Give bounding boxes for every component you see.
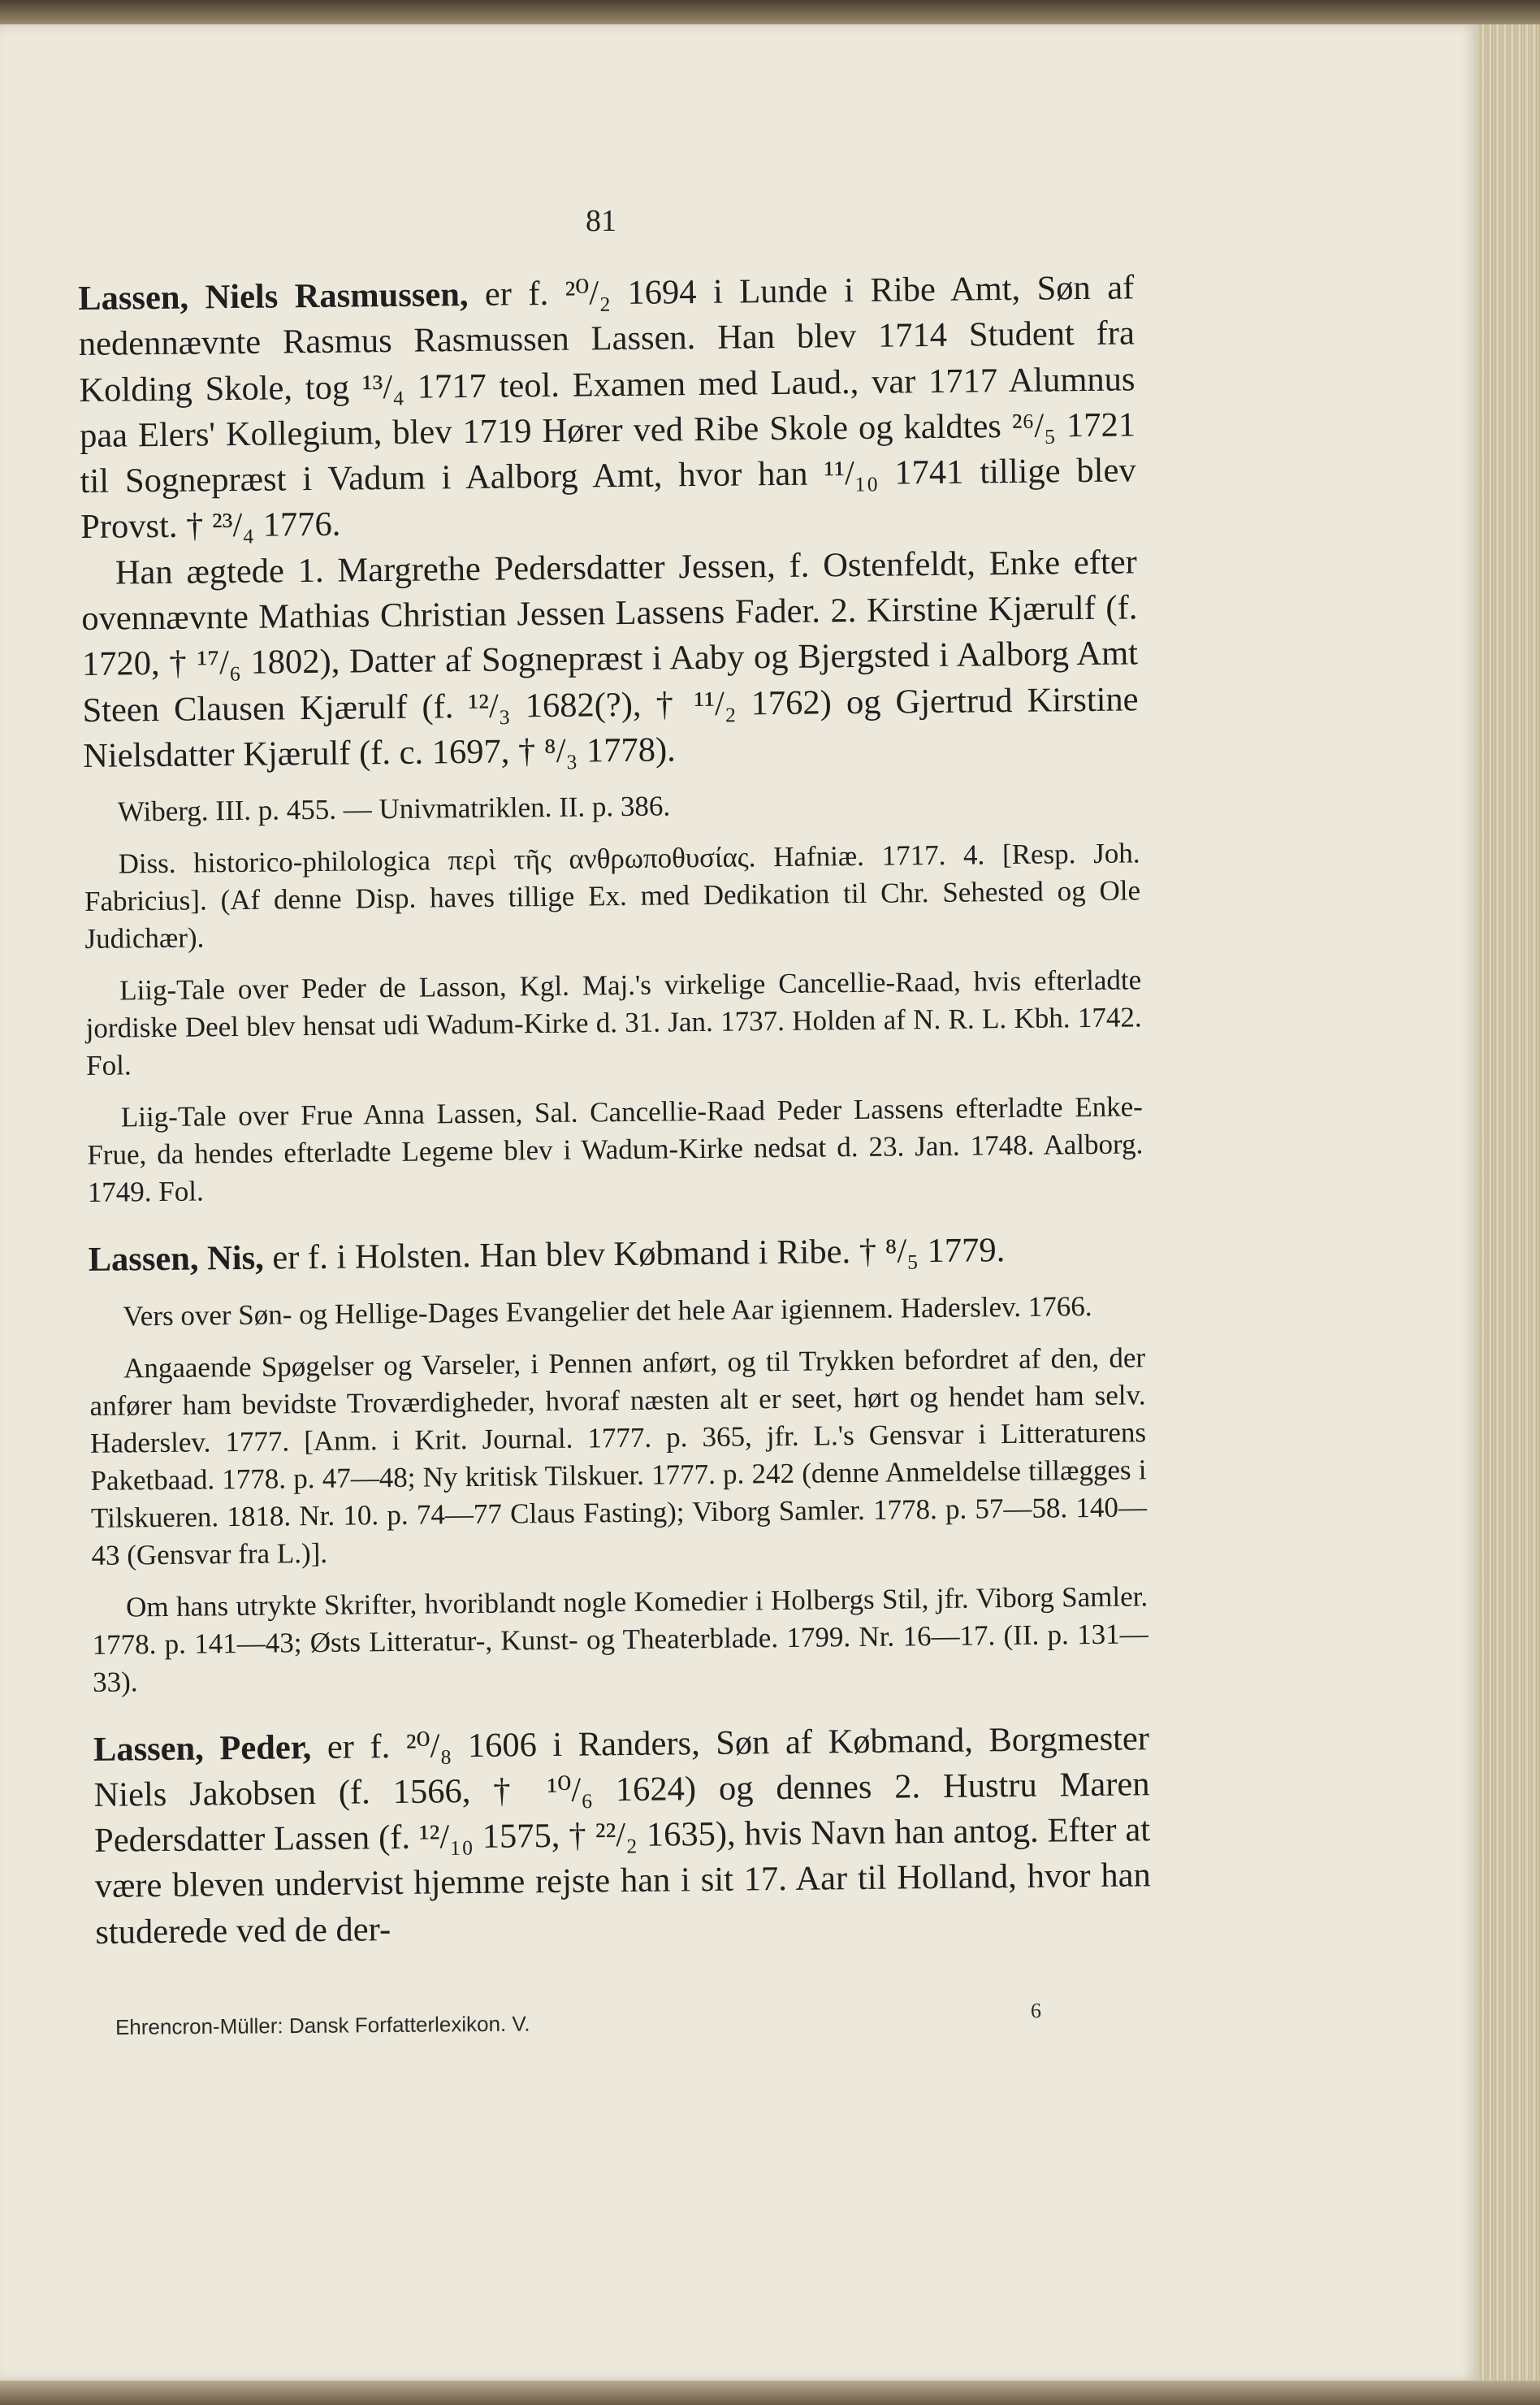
page-text bbox=[78, 265, 1152, 1956]
signature-mark: 6 bbox=[1030, 1999, 1042, 2023]
footer-title: Ehrencron-Müller: Dansk Forfatterlexikon. V. bbox=[115, 2011, 530, 2039]
marriage-text: Han ægtede 1. Margrethe Pedersdatter Jessen, f. Ostenfeldt, Enke efter ovennævnte Mathias Christian Jessen Lassens Fader. 2. Kirstine Kjærulf (f. 1720, † ¹⁷/₆ 1802), Datter af Sognepræst i Aaby og Bjergsted i Aalborg Amt Steen Clausen Kjærulf (f. ¹²/₃ 1682(?), † ¹¹/₂ 1762) og Gjertrud Kirstine Nielsdatter Kjærulf (f. c. 1697, † ⁸/₃ 1778). bbox=[81, 543, 1139, 775]
entry-peder bbox=[93, 1716, 1152, 1956]
reference: Angaaende Spøgelser og Varseler, i Pennen anført, og til Trykken befordret af den, der anfører ham bevidste Troværdigheder, hvoraf næsten alt er seet, hørt og hendet ham selv. Haderslev. 1777. [Anm. i Krit. Journal. 1777. p. 365, jfr. L.'s Gensvar i Litteraturens Paketbaad. 1778. p. 47—48; Ny kritisk Tilskuer. 1777. p. 242 (denne Anmeldelse tillægges i Tilskueren. 1818. Nr. 10. p. 74—77 Claus Fasting); Viborg Samler. 1778. p. 57—58. 140—43 (Gensvar fra L.)]. bbox=[89, 1341, 1148, 1571]
entry-heading: Lassen, Nis, bbox=[88, 1238, 265, 1280]
entry-body: er f. i Holsten. Han blev Købmand i Ribe. † ⁸/₅ 1779. bbox=[272, 1231, 1006, 1277]
entry-body: er f. ²⁰/₂ 1694 i Lunde i Ribe Amt, Søn af nedennævnte Rasmus Rasmussen Lassen. Han blev 1714 Student fra Kolding Skole, tog ¹³/₄ 1717 teol. Examen med Laud., var 1717 Alumnus paa Elers' Kollegium, blev 1719 Hører ved Ribe Skole og kaldtes ²⁶/₅ 1721 til Sognepræst i Vadum i Aalborg Amt, hvor han ¹¹/₁₀ 1741 tillige blev Provst. † ²³/₄ 1776. bbox=[78, 268, 1136, 547]
entry-heading: Lassen, Niels Rasmussen, bbox=[78, 275, 469, 318]
entry-body: er f. ²⁰/₈ 1606 i Randers, Søn af Købmand, Borgmester Niels Jakobsen (f. 1566, † ¹⁰/₆ 1624) og dennes 2. Hustru Maren Pedersdatter Lassen (f. ¹²/₁₀ 1575, † ²²/₂ 1635), hvis Navn han antog. Efter at være bleven undervist hjemme rejste han i sit 17. Aar til Holland, hvor han studerede ved de der- bbox=[93, 1718, 1151, 1952]
reference: Wiberg. III. p. 455. — Univmatriklen. II. p. 386. bbox=[117, 790, 671, 828]
page-number: 81 bbox=[586, 204, 616, 238]
reference: Liig-Tale over Frue Anna Lassen, Sal. Cancellie-Raad Peder Lassens efterladte Enke-Frue, da hendes efterladte Legeme blev i Wadum-Kirke nedsat d. 23. Jan. 1748. Aalborg. 1749. Fol. bbox=[87, 1090, 1144, 1209]
reference: Om hans utrykte Skrifter, hvoriblandt nogle Komedier i Holbergs Stil, jfr. Viborg Samler. 1778. p. 141—43; Østs Litteratur-, Kunst- og Theaterblade. 1799. Nr. 16—17. (II. p. 131—33). bbox=[92, 1580, 1149, 1698]
reference: Vers over Søn- og Hellige-Dages Evangelier det hele Aar igiennem. Haderslev. 1766. bbox=[123, 1289, 1092, 1332]
entry-heading: Lassen, Peder, bbox=[93, 1727, 312, 1769]
entry-niels-rasmussen bbox=[78, 265, 1136, 550]
entry-marriage bbox=[81, 540, 1140, 779]
scan-bottom-edge bbox=[0, 2381, 1540, 2405]
reference: Diss. historico-philologica περὶ τῆς ανθρωποθυσίας. Hafniæ. 1717. 4. [Resp. Joh. Fabricius]. (Af denne Disp. haves tillige Ex. med Dedikation til Chr. Sehested og Ole Judichær). bbox=[84, 837, 1141, 956]
page-stack-edge bbox=[1478, 24, 1540, 2381]
reference: Liig-Tale over Peder de Lasson, Kgl. Maj.'s virkelige Cancellie-Raad, hvis efterladte jordiske Deel blev hensat udi Wadum-Kirke d. 31. Jan. 1737. Holden af N. R. L. Kbh. 1742. Fol. bbox=[85, 964, 1142, 1082]
